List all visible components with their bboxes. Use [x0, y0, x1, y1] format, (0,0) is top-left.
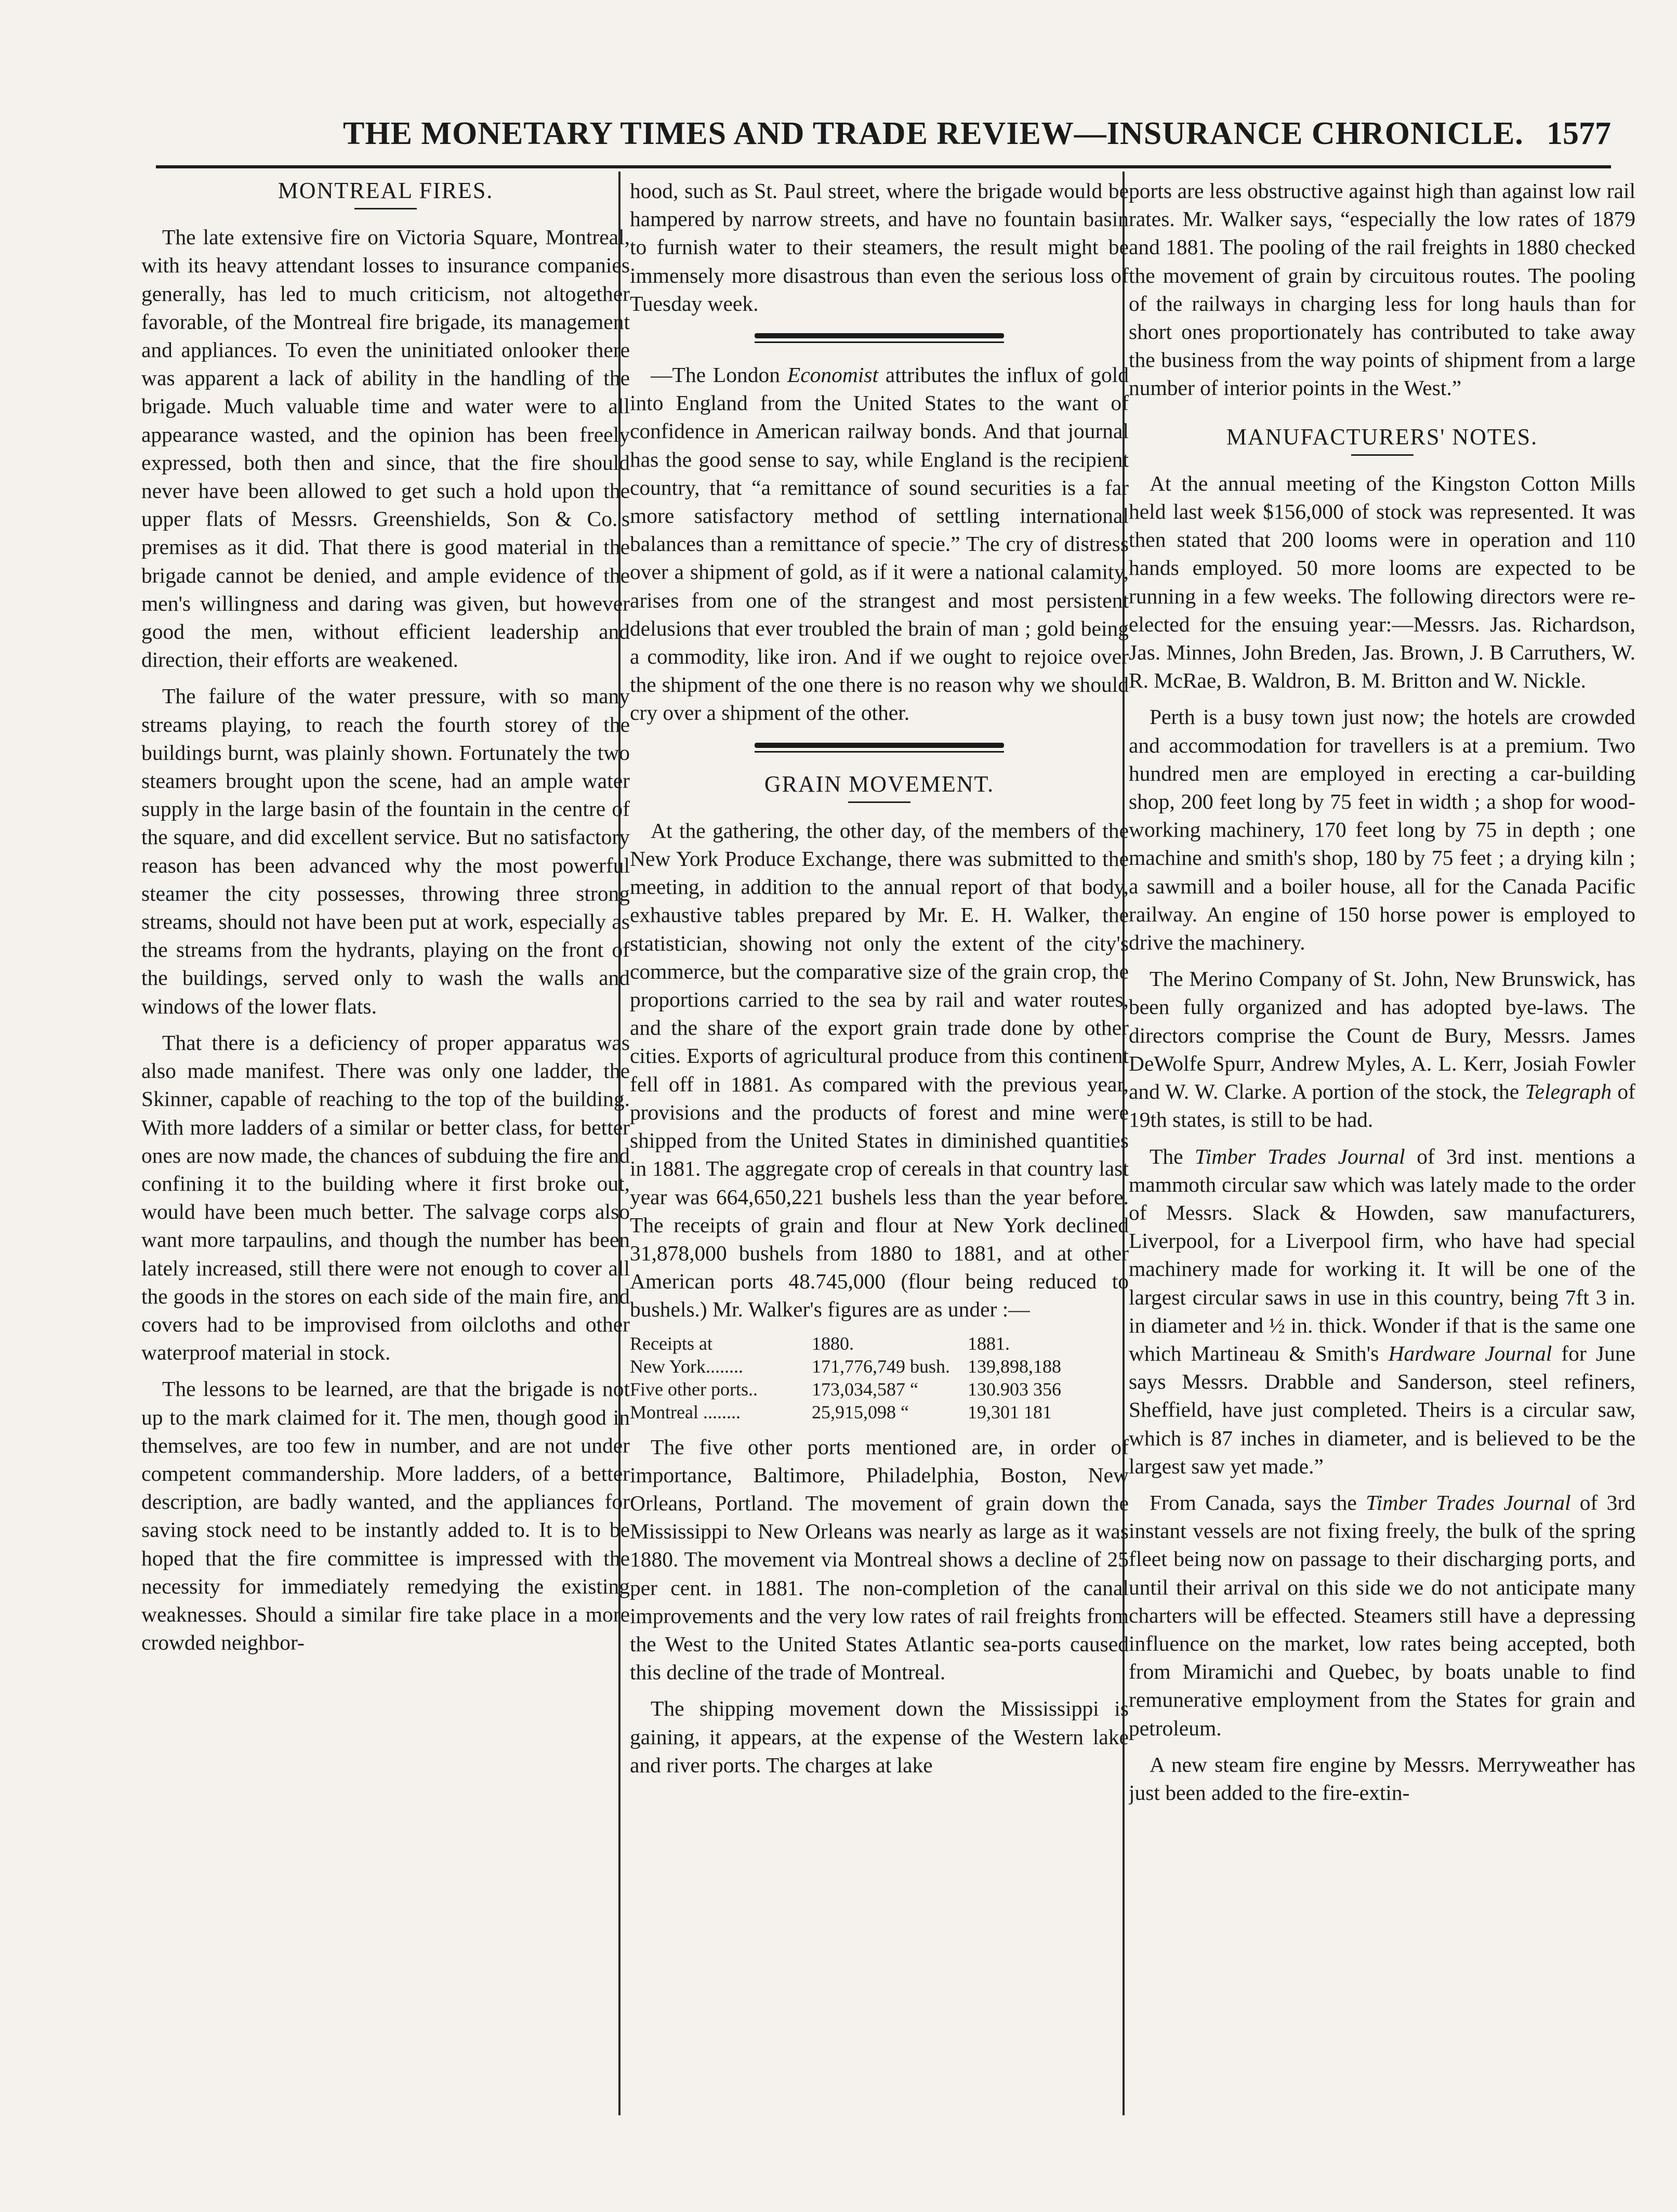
- header-rule: [156, 165, 1611, 168]
- table-cell: New York........: [630, 1355, 744, 1377]
- table-header-cell: Receipts at: [630, 1333, 712, 1354]
- section-rule-thick: [755, 333, 1004, 338]
- italic-title: Timber Trades Journal: [1195, 1144, 1405, 1168]
- section-rule-thick: [755, 743, 1004, 748]
- article-paragraph: [1129, 965, 1635, 1134]
- article-paragraph: At the annual meeting of the Kingston Cotton Mills held last week $156,000 of stock was represented. It was then stated that 200 looms were in operation and 110 hands employed. 50 more looms are expected to be running in a few weeks. The following directors were re-elected for the ensuing year:—Messrs. Jas. Richardson, Jas. Minnes, John Breden, Jas. Brown, J. B Carruthers, W. R. McRae, B. Waldron, B. M. Britton and W. Nickle.: [1129, 471, 1635, 693]
- article-heading-montreal-fires: MONTREAL FIRES.: [278, 178, 494, 203]
- section-rule-thin: [755, 751, 1004, 753]
- table-header-cell: 1880.: [812, 1333, 854, 1354]
- table-cell: Five other ports..: [630, 1378, 758, 1400]
- heading-dash: [1351, 454, 1414, 456]
- article-paragraph: The five other ports mentioned are, in order of importance, Baltimore, Philadelphia, Boston, New Orleans, Portland. The movement of grain down the Mississippi to New Orleans was nearly as large as it was 1880. The movement via Montreal shows a decline of 25 per cent. in 1881. The non-completion of the canal improvements and the very low rates of rail freights from the West to the United States Atlantic sea-ports caused this decline of the trade of Montreal.: [630, 1434, 1129, 1684]
- text-span: of 3rd instant vessels are not fixing freely, the bulk of the spring fleet being now on passage to their discharging ports, and until their arrival on this side we do not anticipate many charters will be effected. Steamers still have a depressing influence on the market, low rates being accepted, both from Miramichi and Quebec, by boats unable to find remunerative employment from the States for grain and petroleum.: [1129, 1490, 1635, 1740]
- table-header-row: [630, 1332, 1129, 1355]
- table-cell: 173,034,587 “: [812, 1378, 918, 1400]
- italic-title: Telegraph: [1525, 1079, 1612, 1104]
- column-2: [630, 177, 1129, 2115]
- text-span: The: [1150, 1144, 1195, 1168]
- table-header-cell: 1881.: [968, 1333, 1010, 1354]
- article-paragraph: [1129, 1489, 1635, 1742]
- table-cell: 25,915,098 “: [812, 1401, 909, 1423]
- italic-title: Hardware Journal: [1388, 1341, 1552, 1365]
- article-paragraph: That there is a deficiency of proper apparatus was also made manifest. There was only one ladder, the Skinner, capable of reaching to the top of the building. With more ladders of a similar or better class, for better ones are now made, the chances of subduing the fire and confining it to the building where it first broke out, would have been much better. The salvage corps also want more tarpaulins, and though the number has been lately increased, still there were not enough to cover all the goods in the stores on each side of the main fire, and covers had to be improvised from oilcloths and other waterproof material in stock.: [141, 1030, 630, 1365]
- column-1: [141, 177, 630, 2115]
- article-paragraph: Perth is a busy town just now; the hotels are crowded and accommodation for travellers is at a premium. Two hundred men are employed in erecting a car-building shop, 200 feet long by 75 feet in width ; a shop for wood-working machinery, 170 feet long by 75 in depth ; one machine and smith's shop, 180 by 75 feet ; a drying kiln ; a sawmill and a boiler house, all for the Canada Pacific railway. An engine of 150 horse power is employed to drive the machinery.: [1129, 705, 1635, 955]
- economist-paragraph: [630, 361, 1129, 727]
- table-row: [630, 1401, 1129, 1424]
- article-paragraph: The lessons to be learned, are that the brigade is not up to the mark claimed for it. The men, though good in themselves, are too few in number, and are not under competent commandership. More ladders, of a better description, are badly wanted, and the appliances for saving stock need to be instantly added to. It is to be hoped that the fire committee is impressed with the necessity for immediately remedying the existing weaknesses. Should a similar fire take place in a more crowded neighbor-: [141, 1377, 630, 1655]
- text-span: The Merino Company of St. John, New Brunswick, has been fully organized and has adopted bye-laws. The directors comprise the Count de Bury, Messrs. James DeWolfe Spurr, Andrew Myles, A. L. Kerr, Josiah Fowler and W. W. Clarke. A portion of the stock, the: [1129, 967, 1635, 1104]
- table-cell: 19,301 181: [968, 1401, 1052, 1423]
- table-cell: Montreal ........: [630, 1401, 741, 1423]
- receipts-table: [630, 1332, 1129, 1424]
- text-span: of 19th states, is still to be had.: [1129, 1079, 1635, 1132]
- page-number: 1577: [1547, 116, 1611, 151]
- masthead-title: THE MONETARY TIMES AND TRADE REVIEW—INSURANCE CHRONICLE.: [343, 116, 1524, 151]
- heading-dash: [354, 208, 417, 209]
- text-span: From Canada, says the: [1150, 1490, 1366, 1515]
- text-span: attributes the influx of gold into England from the United States to the want of confidence in American railway bonds. And that journal has the good sense to say, while England is the recipient country, that “a remittance of sound securities is a far more satisfactory method of settling international balances than a remittance of specie.” The cry of distress over a shipment of gold, as if it were a national calamity, arises from one of the strangest and most persistent delusions that ever troubled the brain of man ; gold being a commodity, like iron. And if we ought to rejoice over the shipment of the one there is no reason why we should cry over a shipment of the other.: [630, 363, 1129, 725]
- section-rule-thin: [755, 341, 1004, 343]
- table-cell: 139,898,188: [968, 1355, 1061, 1377]
- table-row: [630, 1355, 1129, 1378]
- text-span: of 3rd inst. mentions a mammoth circular saw which was lately made to the order of Messrs. Slack & Howden, saw manufacturers, Liverpool, for a Liverpool firm, who have had special machinery made for working it. It will be one of the largest circular saws in use in this country, being 7ft 3 in. in diameter and ½ in. thick. Wonder if that is the same one which Martineau & Smith's: [1129, 1144, 1635, 1365]
- article-heading-grain-movement: GRAIN MOVEMENT.: [764, 771, 995, 797]
- page-header: [156, 115, 1611, 173]
- article-heading-manufacturers-notes: MANUFACTURERS' NOTES.: [1226, 424, 1538, 450]
- article-paragraph: The late extensive fire on Victoria Square, Montreal, with its heavy attendant losses to insurance companies generally, has led to much criticism, not altogether favorable, of the Montreal fire brigade, its management and appliances. To even the uninitiated onlooker there was apparent a lack of ability in the handling of the brigade. Much valuable time and water were to all appearance wasted, and the opinion has been freely expressed, both then and since, that the fire should never have been allowed to get such a hold upon the upper flats of Messrs. Greenshields, Son & Co.'s premises as it did. That there is good material in the brigade cannot be denied, and ample evidence of the men's willingness and daring was given, but however good the men, without efficient leadership and direction, their efforts are weakened.: [141, 225, 630, 672]
- article-paragraph: A new steam fire engine by Messrs. Merryweather has just been added to the fire-extin-: [1129, 1752, 1635, 1805]
- article-paragraph: hood, such as St. Paul street, where the brigade would be hampered by narrow streets, and have no fountain basin to furnish water to their steamers, the result might be immensely more disastrous than even the serious loss of Tuesday week.: [630, 179, 1129, 315]
- heading-dash: [848, 801, 910, 803]
- article-paragraph: The failure of the water pressure, with so many streams playing, to reach the fourth storey of the buildings burnt, was plainly shown. Fortunately the two steamers brought upon the scene, had an ample water supply in the large basin of the fountain in the centre of the square, and did excellent service. But no satisfactory reason has been advanced why the most powerful steamer the city possesses, throwing three strong streams, should not have been put at work, especially as the streams from the hydrants, playing on the front of the buildings, served only to wash the walls and windows of the lower flats.: [141, 684, 630, 1018]
- italic-title: Timber Trades Journal: [1366, 1490, 1571, 1515]
- text-span: —The London: [651, 363, 787, 387]
- article-paragraph: At the gathering, the other day, of the members of the New York Produce Exchange, there was submitted to the meeting, in addition to the annual report of that body, exhaustive tables prepared by Mr. E. H. Walker, the statistician, showing not only the extent of the city's commerce, but the comparative size of the grain crop, the proportions carried to the sea by rail and water routes, and the share of the export grain trade done by other cities. Exports of agricultural produce from this continent fell off in 1881. As compared with the previous year, provisions and the products of forest and mine were shipped from the United States in diminished quantities in 1881. The aggregate crop of cereals in that country last year was 664,650,221 bushels less than the year before. The receipts of grain and flour at New York declined 31,878,000 bushels from 1880 to 1881, and at other American ports 48.745,000 (flour being reduced to bushels.) Mr. Walker's figures are as under :—: [630, 818, 1129, 1322]
- article-paragraph: [1129, 1142, 1635, 1480]
- italic-title: Economist: [787, 363, 879, 387]
- article-paragraph: ports are less obstructive against high than against low rail rates. Mr. Walker says, “especially the low rates of 1879 and 1881. The pooling of the rail freights in 1880 checked the movement of grain by circuitous routes. The pooling of the railways in charging less for long hauls than for short ones proportionately has contributed to take away the business from the way points of shipment from a large number of interior points in the West.”: [1129, 179, 1635, 400]
- table-row: [630, 1378, 1129, 1401]
- table-cell: 171,776,749 bush.: [812, 1355, 950, 1377]
- text-span: for June says Messrs. Drabble and Sanderson, steel refiners, Sheffield, have just completed. Theirs is a circular saw, which is 87 inches in diameter, and is believed to be the largest saw yet made.”: [1129, 1341, 1635, 1478]
- table-cell: 130.903 356: [968, 1378, 1061, 1400]
- column-3: [1129, 177, 1635, 2115]
- article-paragraph: The shipping movement down the Mississippi is gaining, it appears, at the expense of the Western lake and river ports. The charges at lake: [630, 1696, 1129, 1777]
